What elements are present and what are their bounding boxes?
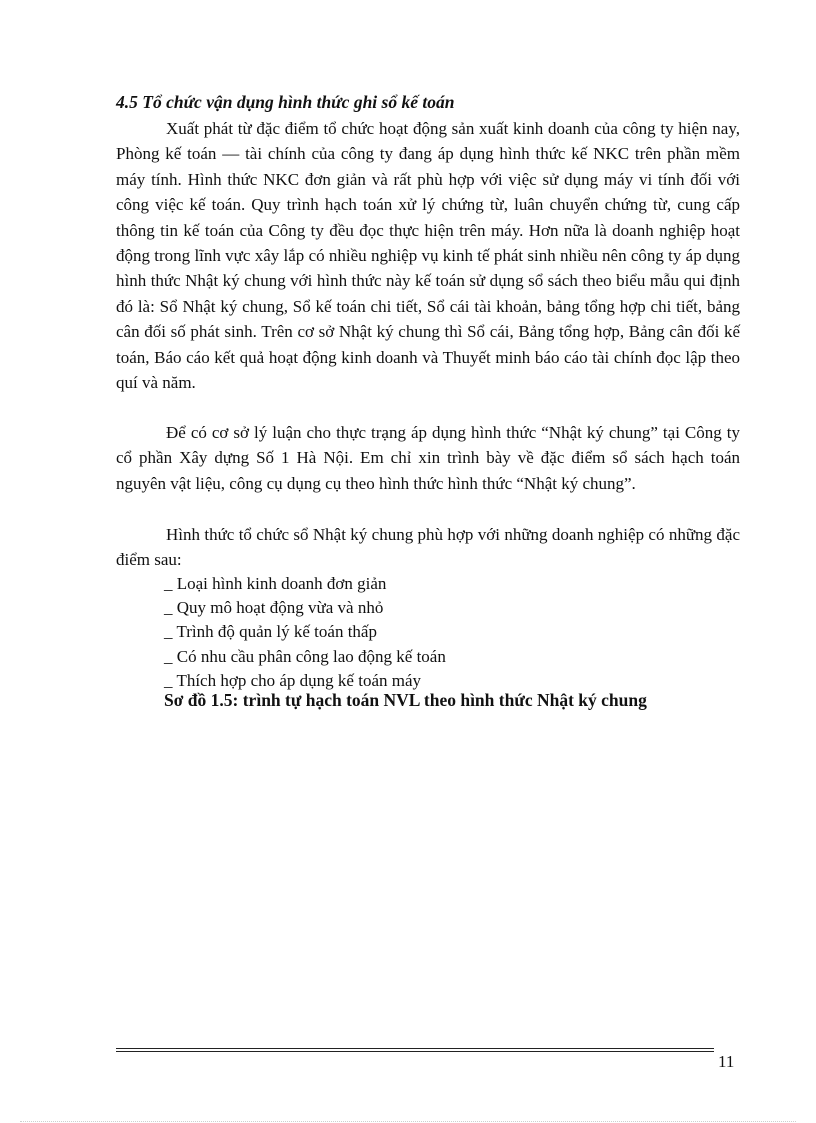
paragraph-basis: Để có cơ sở lý luận cho thực trạng áp dụng hình thức “Nhật ký chung” tại Công ty cổ phần Xây dựng Số 1 Hà Nội. Em chỉ xin trình bày về đặc điểm sổ sách hạch toán nguyên vật liệu, công cụ dụng cụ theo hình thức hình thức “Nhật ký chung”.: [116, 423, 740, 493]
characteristics-list: [164, 572, 446, 693]
list-item: _ Thích hợp cho áp dụng kế toán máy: [164, 670, 422, 690]
list-item: _ Loại hình kinh doanh đơn giản: [164, 574, 387, 593]
section-heading: 4.5 Tổ chức vận dụng hình thức ghi sổ kế toán: [116, 92, 455, 112]
footer-rule: [116, 1048, 714, 1052]
paragraph-accounting-form: Xuất phát từ đặc điểm tổ chức hoạt động sản xuất kinh doanh của công ty hiện nay, Phòng kế toán — tài chính của công ty đang áp dụng hình thức kế NKC trên phần mềm máy tính. Hình thức NKC đơn giản và rất phù hợp với việc sử dụng máy vi tính đối với công việc kế toán. Quy trình hạch toán xử lý chứng từ, luân chuyển chứng từ, cung cấp thông tin kế toán của Công ty đều đọc thực hiện trên máy. Hơn nữa là doanh nghiệp hoạt động trong lĩnh vực xây lắp có nhiều nghiệp vụ kinh tế phát sinh nhiều nên công ty áp dụng hình thức Nhật ký chung với hình thức này kế toán sử dụng sổ sách theo biểu mẫu qui định đó là: Sổ Nhật ký chung, Sổ kế toán chi tiết, Sổ cái tài khoản, bảng tổng hợp chi tiết, bảng cân đối số phát sinh. Trên cơ sở Nhật ký chung thì Sổ cái, Bảng tổng hợp, Bảng cân đối kế toán, Báo cáo kết quả hoạt động kinh doanh và Thuyết minh báo cáo tài chính đọc lập theo quí và năm.: [116, 119, 740, 393]
paragraph-suitability: Hình thức tổ chức sổ Nhật ký chung phù hợp với những doanh nghiệp có những đặc điểm sau:: [116, 525, 740, 570]
list-item: _ Trình độ quản lý kế toán thấp: [164, 622, 377, 642]
list-item: _ Quy mô hoạt động vừa và nhỏ: [164, 598, 384, 618]
diagram-caption: Sơ đồ 1.5: trình tự hạch toán NVL theo hình thức Nhật ký chung: [164, 690, 647, 710]
page-boundary: [20, 1121, 796, 1122]
list-item: _ Có nhu cầu phân công lao động kế toán: [164, 646, 446, 666]
page-number: 11: [718, 1052, 735, 1071]
